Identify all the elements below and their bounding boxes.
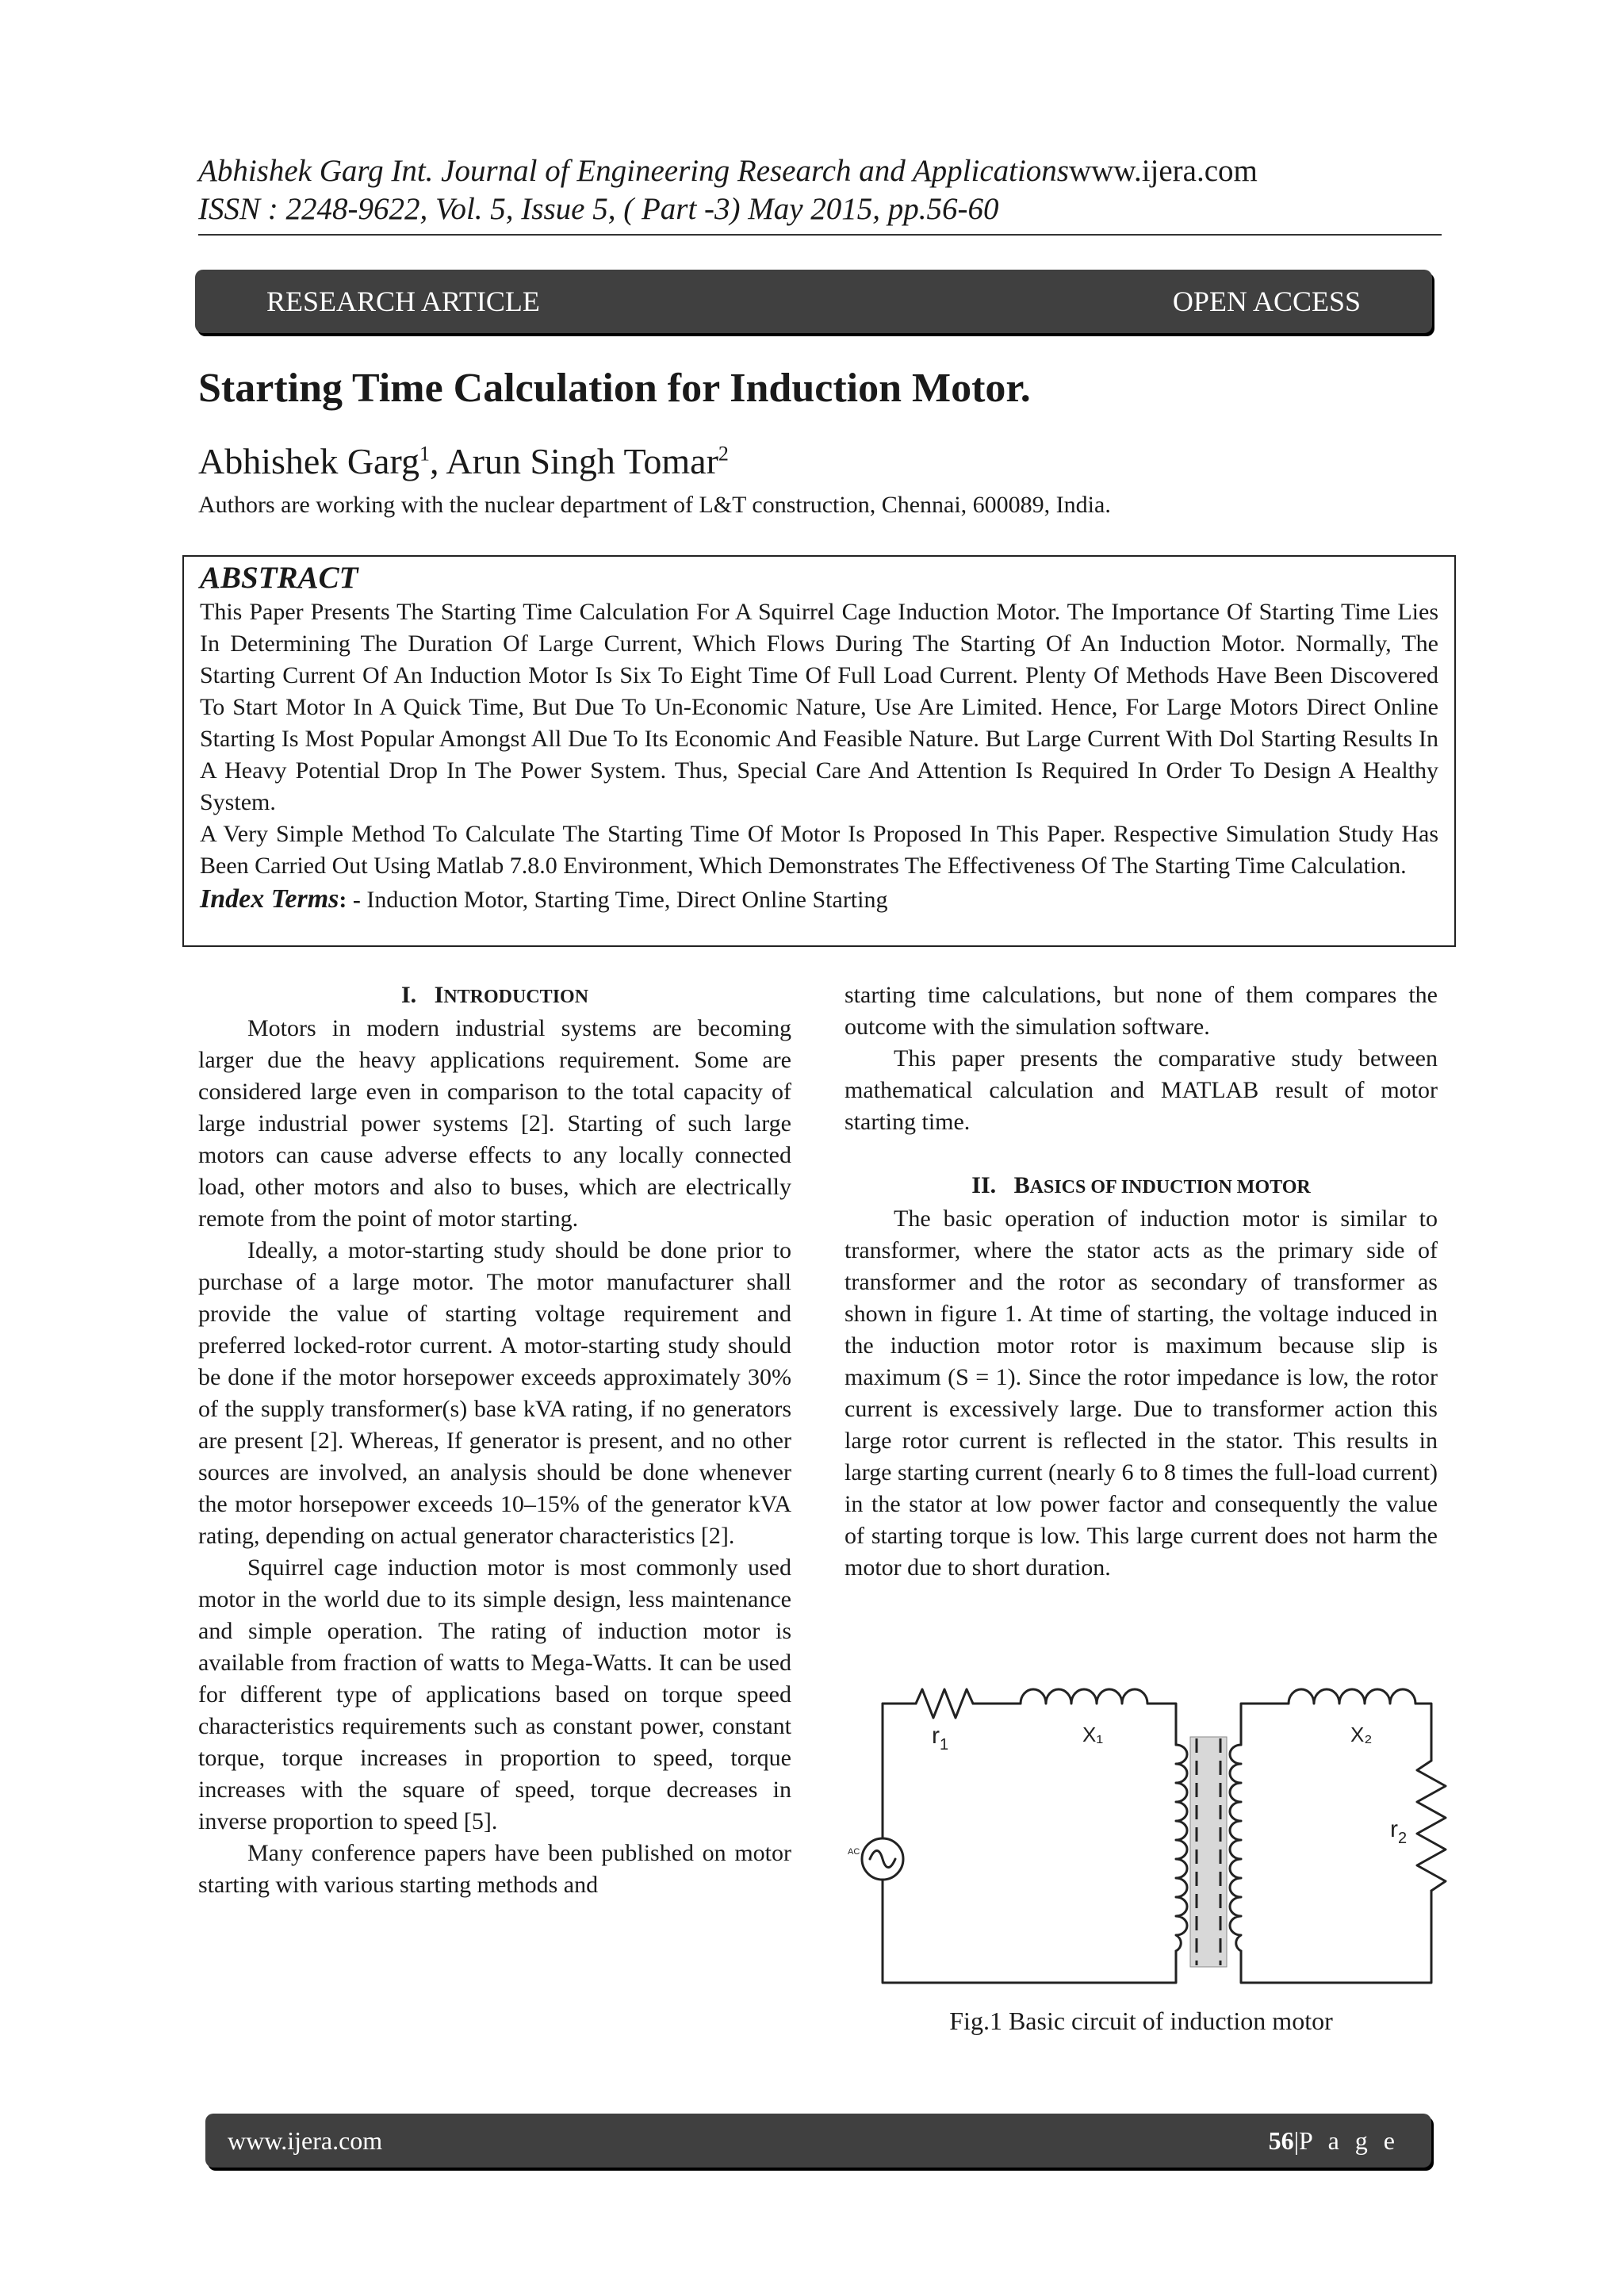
body-paragraph: Motors in modern industrial systems are becoming larger due the heavy applications requirement. Some are considered large even in comparison to the total capacity of large industrial power systems [2]. Starting of such large motors can cause adverse effects to any locally connected load, other motors and also to buses, which are electrically remote from the point of motor starting.	[198, 1015, 791, 1232]
body-paragraph: This paper presents the comparative study between mathematical calculation and MATLAB result of motor starting time.	[845, 1045, 1438, 1135]
author-affiliation: Authors are working with the nuclear department of L&T construction, Chennai, 600089, India.	[198, 492, 1111, 518]
secondary-winding	[1230, 1745, 1241, 1951]
research-article-label: RESEARCH ARTICLE	[266, 286, 540, 317]
body-paragraph: Many conference papers have been published on motor starting with various starting methods and	[198, 1840, 791, 1898]
right-column	[845, 979, 1438, 1584]
page-footer	[205, 2114, 1431, 2168]
primary-winding	[1176, 1745, 1187, 1951]
primary-wire-to-core	[1147, 1704, 1176, 1745]
r2-label: $r_2$	[1390, 1816, 1408, 1847]
journal-header-line2: ISSN : 2248-9622, Vol. 5, Issue 5, ( Part -3) May 2015, pp.56-60	[198, 192, 999, 226]
x2-label: X₂	[1350, 1723, 1373, 1746]
paper-title: Starting Time Calculation for Induction Motor.	[198, 366, 1031, 411]
section-heading-introduction: I. INTRODUCTION	[400, 982, 589, 1008]
footer-site-link[interactable]: www.ijera.com	[228, 2125, 383, 2155]
header-divider	[198, 234, 1442, 236]
article-type-banner	[195, 270, 1432, 333]
abstract-paragraph: This Paper Presents The Starting Time Calculation For A Squirrel Cage Induction Motor. The Importance Of Starting Time Lies In Determining The Duration Of Large Current, Which Flows During The Starting Of An Induction Motor. Normally, The Starting Current Of An Induction Motor Is Six To Eight Time Of Full Load Current. Plenty Of Methods Have Been Discovered To Start Motor In A Quick Time, But Due To Un-Economic Nature, Use Are Limited. Hence, For Large Motors Direct Online Starting Is Most Popular Amongst All Due To Its Economic And Feasible Nature. But Large Current With Dol Starting Results In A Heavy Potential Drop In The Power System. Thus, Special Care And Attention Is Required In Order To Design A Healthy System.	[200, 599, 1438, 815]
induction-motor-circuit-diagram	[845, 1665, 1455, 1999]
journal-header	[198, 152, 1442, 228]
open-access-label: OPEN ACCESS	[1172, 286, 1361, 317]
abstract-box	[182, 555, 1456, 947]
abstract-heading: ABSTRACT	[200, 561, 358, 595]
section-heading-basics: II. BASICS OF INDUCTION MOTOR	[971, 1172, 1311, 1198]
body-paragraph: Squirrel cage induction motor is most commonly used motor in the world due to its simple design, less maintenance and simple operation. The rating of induction motor is available from fraction of watts to Mega-Watts. It can be used for different type of applications based on torque speed characteristics requirements such as constant power, constant torque, torque increases in proportion to speed, torque increases with the square of speed, torque decreases in inverse proportion to speed [5].	[198, 1554, 791, 1834]
figure-caption: Fig.1 Basic circuit of induction motor	[949, 2007, 1333, 2035]
r1-label: $r_1$	[932, 1723, 949, 1754]
resistor-r2	[1417, 1761, 1446, 1891]
ac-label: AC	[848, 1847, 860, 1857]
journal-header-line1: Abhishek Garg Int. Journal of Engineering Research and Applicationswww.ijera.com	[198, 154, 1258, 188]
x1-label: X₁	[1082, 1723, 1104, 1746]
abstract-paragraph: A Very Simple Method To Calculate The Starting Time Of Motor Is Proposed In This Paper. Respective Simulation Study Has Been Carried Out Using Matlab 7.8.0 Environment, Which Demonstrates The Effectiveness Of The Starting Time Calculation.	[200, 821, 1438, 879]
secondary-wire-bottom	[1241, 1891, 1431, 1983]
abstract-body	[200, 596, 1438, 882]
inductor-x1	[1021, 1689, 1147, 1704]
body-paragraph: Ideally, a motor-starting study should be done prior to purchase of a large motor. The motor manufacturer shall provide the value of starting voltage requirement and preferred locked-rotor current. A motor-starting study should be done if the motor horsepower exceeds approximately 30% of the supply transformer(s) base kVA rating, if no generators are present [2]. Whereas, If generator is present, and no other sources are involved, an analysis should be done whenever the motor horsepower exceeds 10–15% of the generator kVA rating, depending on actual generator characteristics [2].	[198, 1237, 791, 1549]
resistor-r1	[916, 1689, 973, 1718]
journal-site-link[interactable]: www.ijera.com	[1068, 154, 1258, 188]
index-terms: Index Terms: - Induction Motor, Starting Time, Direct Online Starting	[200, 884, 888, 914]
page-number: 56|P a g e	[1268, 2125, 1400, 2155]
body-paragraph: The basic operation of induction motor is similar to transformer, where the stator acts as the primary side of transformer and the rotor as secondary of transformer as shown in figure 1. At time of starting, the voltage induced in the induction motor rotor is maximum because slip is maximum (S = 1). Since the rotor impedance is low, the rotor current is excessively large. Due to transformer action this large rotor current is reflected in the stator. This results in large starting current (nearly 6 to 8 times the full-load current) in the stator at low power factor and consequently the value of starting torque is low. This large current does not harm the motor due to short duration.	[845, 1205, 1438, 1581]
secondary-wire-right	[1415, 1704, 1431, 1761]
inductor-x2	[1289, 1689, 1415, 1704]
author-list: Abhishek Garg$^1$, Arun Singh Tomar$^2$	[198, 441, 729, 481]
left-column	[198, 979, 791, 1901]
secondary-wire-top	[1241, 1704, 1289, 1745]
body-paragraph: starting time calculations, but none of them compares the outcome with the simulation software.	[845, 982, 1438, 1040]
primary-wire-left-lower	[883, 1880, 1176, 1983]
